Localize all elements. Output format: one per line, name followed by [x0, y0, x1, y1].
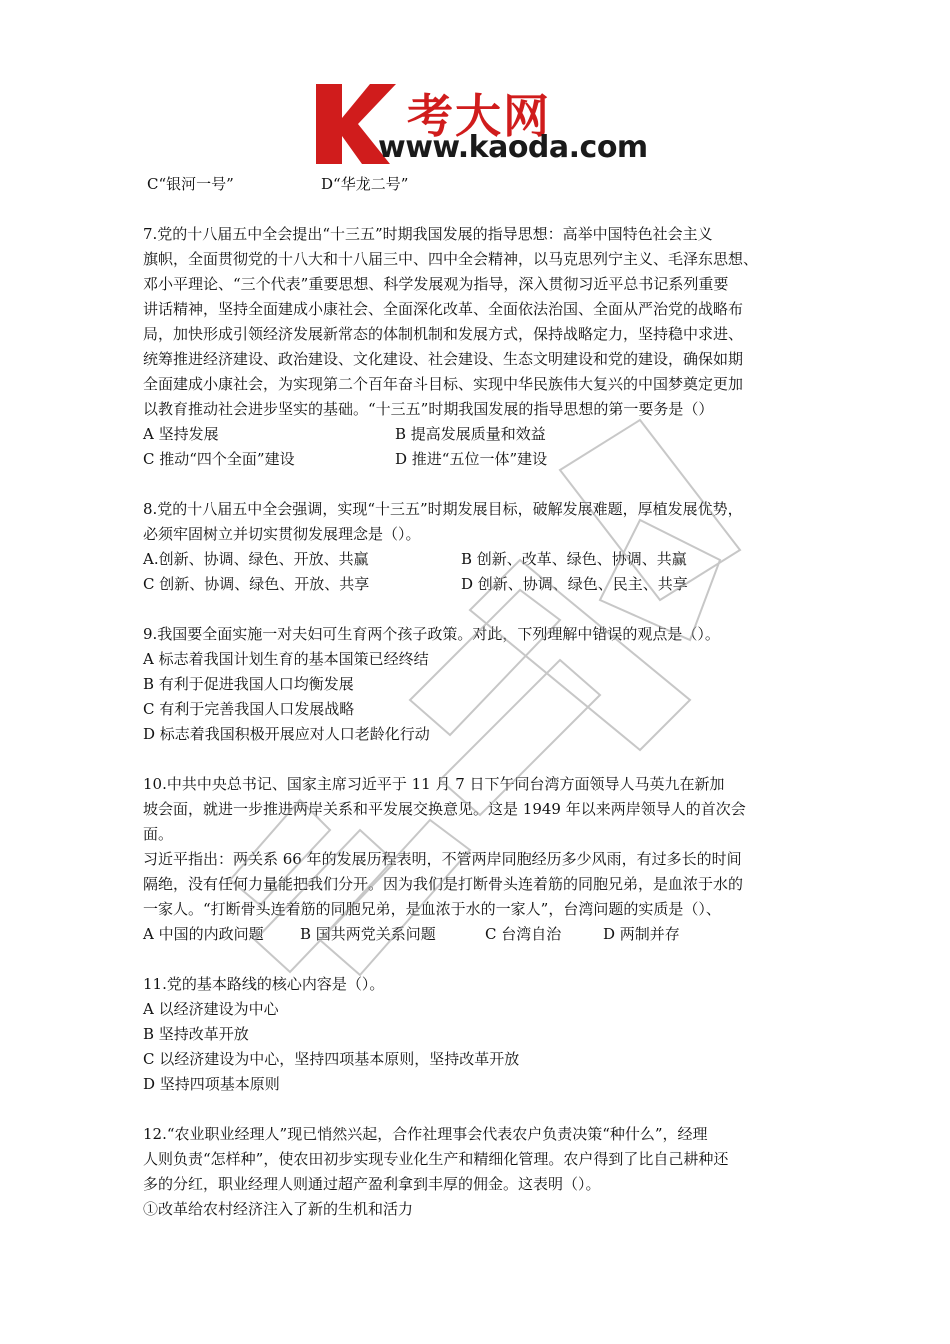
q10-options [143, 922, 808, 947]
q7-options-ab [143, 422, 808, 447]
q8-options-ab [143, 547, 808, 572]
q8-option-d: D 创新、协调、绿色、民主、共享 [461, 575, 688, 593]
q7-option-b: B 提高发展质量和效益 [395, 425, 546, 443]
q7-line: 全面建成小康社会，为实现第二个百年奋斗目标、实现中华民族伟大复兴的中国梦奠定更加 [143, 375, 744, 393]
q7-line: 旗帜，全面贯彻党的十八大和十八届三中、四中全会精神，以马克思列宁主义、毛泽东思想、 [143, 250, 759, 268]
q9-option: A 标志着我国计划生育的基本国策已经终结 [143, 650, 429, 668]
q10-line: 面。 [143, 825, 174, 843]
q12-line: ①改革给农村经济注入了新的生机和活力 [143, 1200, 414, 1218]
q11-option: C 以经济建设为中心，坚持四项基本原则，坚持改革开放 [143, 1050, 520, 1068]
q9-option: D 标志着我国积极开展应对人口老龄化行动 [143, 725, 430, 743]
q6-option-c: C“银河一号” [147, 175, 234, 193]
q10-line: 一家人。“打断骨头连着筋的同胞兄弟，是血浓于水的一家人”，台湾问题的实质是（）、 [143, 900, 721, 918]
q7-option-a: A 坚持发展 [143, 425, 219, 443]
q10-line: 习近平指出：两关系 66 年的发展历程表明，不管两岸同胞经历多少风雨，有过多长的时间 [143, 850, 742, 868]
q11-option: A 以经济建设为中心 [143, 1000, 279, 1018]
q8-line: 必须牢固树立并切实贯彻发展理念是（）。 [143, 525, 421, 543]
q7-line: 7.党的十八届五中全会提出“十三五”时期我国发展的指导思想：高举中国特色社会主义 [143, 225, 713, 243]
q10-option-d: D 两制并存 [603, 925, 680, 943]
question-8 [143, 497, 808, 597]
q10-line: 10.中共中央总书记、国家主席习近平于 11 月 7 日下午同台湾方面领导人马英九在新加 [143, 775, 725, 793]
q6-option-d: D“华龙二号” [321, 175, 409, 193]
q9-option: C 有利于完善我国人口发展战略 [143, 700, 355, 718]
q7-line: 局，加快形成引领经济发展新常态的体制机制和发展方式，保持战略定力，坚持稳中求进、 [143, 325, 744, 343]
q7-options-cd [143, 447, 808, 472]
q7-line: 以教育推动社会进步坚实的基础。“十三五”时期我国发展的指导思想的第一要务是（） [143, 400, 714, 418]
q10-line: 隔绝，没有任何力量能把我们分开。因为我们是打断骨头连着筋的同胞兄弟，是血浓于水的 [143, 875, 744, 893]
q8-options-cd [143, 572, 808, 597]
q10-option-c: C 台湾自治 [485, 925, 562, 943]
q7-line: 邓小平理论、“三个代表”重要思想、科学发展观为指导，深入贯彻习近平总书记系列重要 [143, 275, 729, 293]
logo-cn-text: 考大网 [407, 89, 551, 143]
site-logo [312, 78, 648, 170]
q7-line: 统筹推进经济建设、政治建设、文化建设、社会建设、生态文明建设和党的建设，确保如期 [143, 350, 744, 368]
q7-line: 讲话精神，坚持全面建成小康社会、全面深化改革、全面依法治国、全面从严治党的战略布 [143, 300, 744, 318]
question-11 [143, 972, 808, 1097]
q12-line: 多的分红，职业经理人则通过超产盈利拿到丰厚的佣金。这表明（）。 [143, 1175, 601, 1193]
q12-line: 12.“农业职业经理人”现已悄然兴起，合作社理事会代表农户负责决策“种什么”，经理 [143, 1125, 708, 1143]
question-9 [143, 622, 808, 747]
q10-line: 坡会面，就进一步推进两岸关系和平发展交换意见。这是 1949 年以来两岸领导人的首次会 [143, 800, 746, 818]
question-12 [143, 1122, 808, 1222]
document-body [143, 172, 808, 1222]
q8-line: 8.党的十八届五中全会强调，实现“十三五”时期发展目标，破解发展难题，厚植发展优势， [143, 500, 743, 518]
q9-line: 9.我国要全面实施一对夫妇可生育两个孩子政策。对此，下列理解中错误的观点是（）。 [143, 625, 720, 643]
q8-option-b: B 创新、改革、绿色、协调、共赢 [461, 550, 687, 568]
q10-option-a: A 中国的内政问题 [143, 925, 264, 943]
question-7 [143, 222, 808, 472]
q11-option: B 坚持改革开放 [143, 1025, 249, 1043]
q11-line: 11.党的基本路线的核心内容是（）。 [143, 975, 385, 993]
logo-url-text: www.kaoda.com [378, 130, 648, 165]
q12-line: 人则负责“怎样种”，使农田初步实现专业化生产和精细化管理。农户得到了比自己耕种还 [143, 1150, 729, 1168]
question-10 [143, 772, 808, 947]
q9-option: B 有利于促进我国人口均衡发展 [143, 675, 354, 693]
q10-option-b: B 国共两党关系问题 [300, 925, 436, 943]
q6-options [143, 172, 808, 197]
q11-option: D 坚持四项基本原则 [143, 1075, 280, 1093]
q8-option-a: A.创新、协调、绿色、开放、共赢 [143, 550, 369, 568]
q7-option-c: C 推动“四个全面”建设 [143, 450, 295, 468]
q8-option-c: C 创新、协调、绿色、开放、共享 [143, 575, 370, 593]
q7-option-d: D 推进“五位一体”建设 [395, 450, 548, 468]
